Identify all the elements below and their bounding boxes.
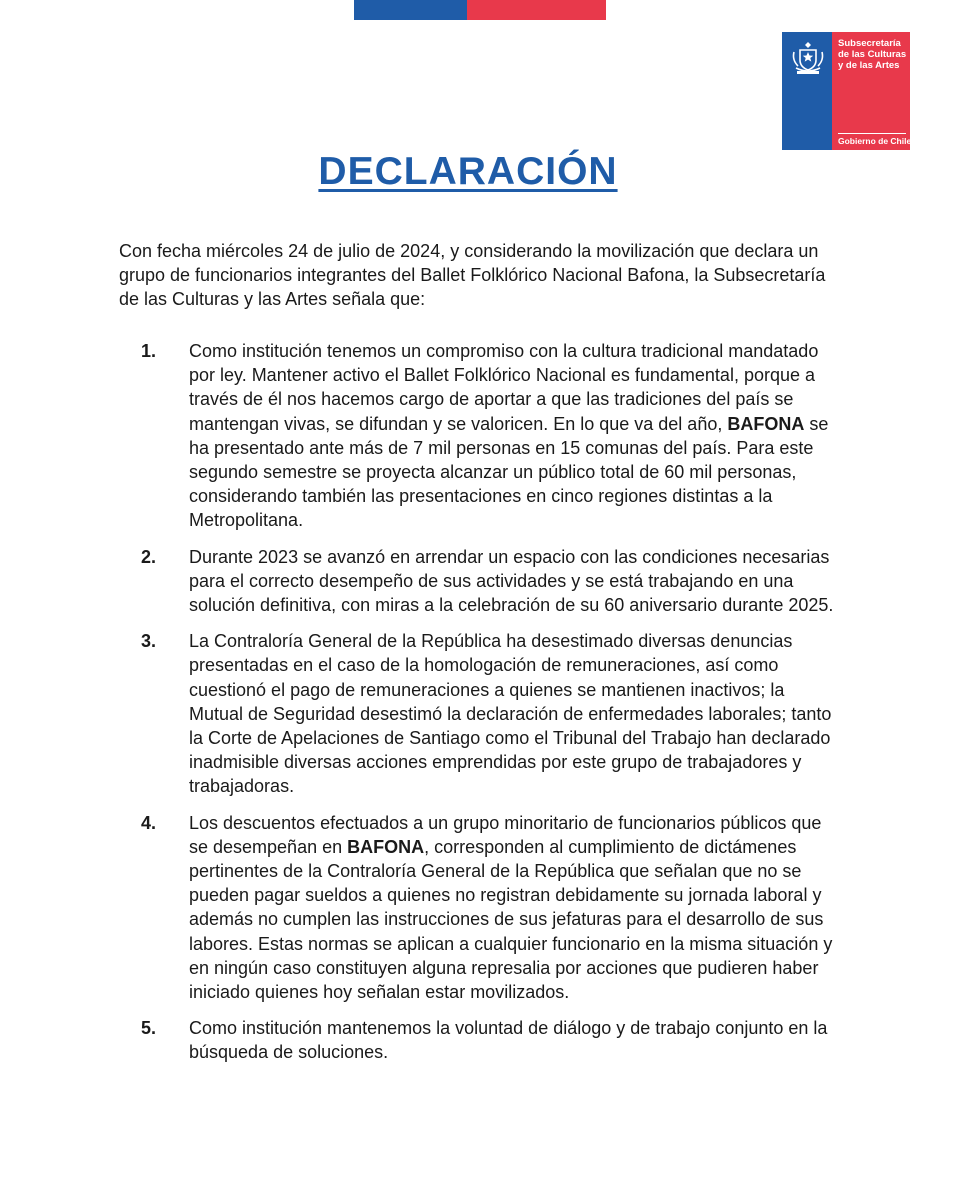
government-logo — [782, 32, 910, 150]
logo-org-line: de las Culturas — [838, 49, 907, 60]
list-item — [119, 1016, 839, 1064]
chile-coat-of-arms-icon — [788, 38, 828, 78]
bafona-emphasis: BAFONA — [347, 836, 425, 857]
intro-paragraph: Con fecha miércoles 24 de julio de 2024, y considerando la movilización que declara un grupo de funcionarios integrantes del Ballet Folklórico Nacional Bafona, la Subsecretaría de las Culturas y las Artes señala que: — [119, 241, 826, 310]
logo-org-line: y de las Artes — [838, 60, 900, 71]
item-number: 1. — [141, 341, 157, 361]
declaration-list — [119, 339, 839, 1065]
list-item — [119, 629, 839, 798]
item-text: Durante 2023 se avanzó en arrendar un espacio con las condiciones necesarias para el correcto desempeño de sus actividades y se está trabajando en una solución definitiva, con miras a la celebración de su 60 aniversario durante 2025. — [189, 546, 834, 616]
flag-color-bar — [354, 0, 606, 20]
item-number: 4. — [141, 812, 157, 833]
item-number: 2. — [141, 546, 157, 567]
flag-bar-red — [467, 0, 606, 20]
item-text: Como institución mantenemos la voluntad de diálogo y de trabajo conjunto en la búsqueda de soluciones. — [189, 1018, 828, 1063]
logo-government-label: Gobierno de Chile — [838, 136, 912, 146]
logo-red-panel — [832, 32, 910, 150]
list-item — [119, 545, 839, 618]
logo-organization-name — [838, 38, 908, 71]
bafona-emphasis: BAFONA — [727, 413, 805, 434]
logo-org-line: Subsecretaría — [838, 38, 901, 49]
logo-blue-panel — [782, 32, 832, 150]
item-text: Como institución tenemos un compromiso con la cultura tradicional mandatado por ley. Mantener activo el Ballet Folklórico Nacional es fundamental, porque a través de él nos hacemos cargo de aportar a que las tradiciones del país se mantengan vivas, se difundan y se valoricen. En lo que va del año, BAFONA se ha presentado ante más de 7 mil personas en 15 comunas del país. Para este segundo semestre se proyecta alcanzar un público total de 60 mil personas, considerando también las presentaciones en cinco regiones distintas a la Metropolitana. — [189, 341, 829, 531]
flag-bar-blue — [354, 0, 467, 20]
item-number: 5. — [141, 1018, 157, 1039]
item-number: 3. — [141, 631, 157, 652]
list-item — [119, 339, 839, 533]
item-text: Los descuentos efectuados a un grupo minoritario de funcionarios públicos que se desempeñan en BAFONA, corresponden al cumplimiento de dictámenes pertinentes de la Contraloría General de la República que señalan que no se pueden pagar sueldos a quienes no registran debidamente su jornada laboral y además no cumplen las instrucciones de sus jefaturas para el desarrollo de sus labores. Estas normas se aplican a cualquier funcionario en la misma situación y en ningún caso constituyen alguna represalia por acciones que pudieren haber iniciado quienes hoy señalan estar movilizados. — [189, 812, 833, 1003]
list-item — [119, 811, 839, 1005]
document-title: DECLARACIÓN — [318, 150, 618, 193]
item-text: La Contraloría General de la República ha desestimado diversas denuncias presentadas en el caso de la homologación de remuneraciones, así como cuestionó el pago de remuneraciones a quienes se mantienen inactivos; la Mutual de Seguridad desestimó la declaración de enfermedades laborales; tanto la Corte de Apelaciones de Santiago como el Tribunal del Trabajo han declarado inadmisible diversas acciones emprendidas por este grupo de trabajadores y trabajadoras. — [189, 631, 832, 797]
logo-divider — [838, 133, 906, 134]
